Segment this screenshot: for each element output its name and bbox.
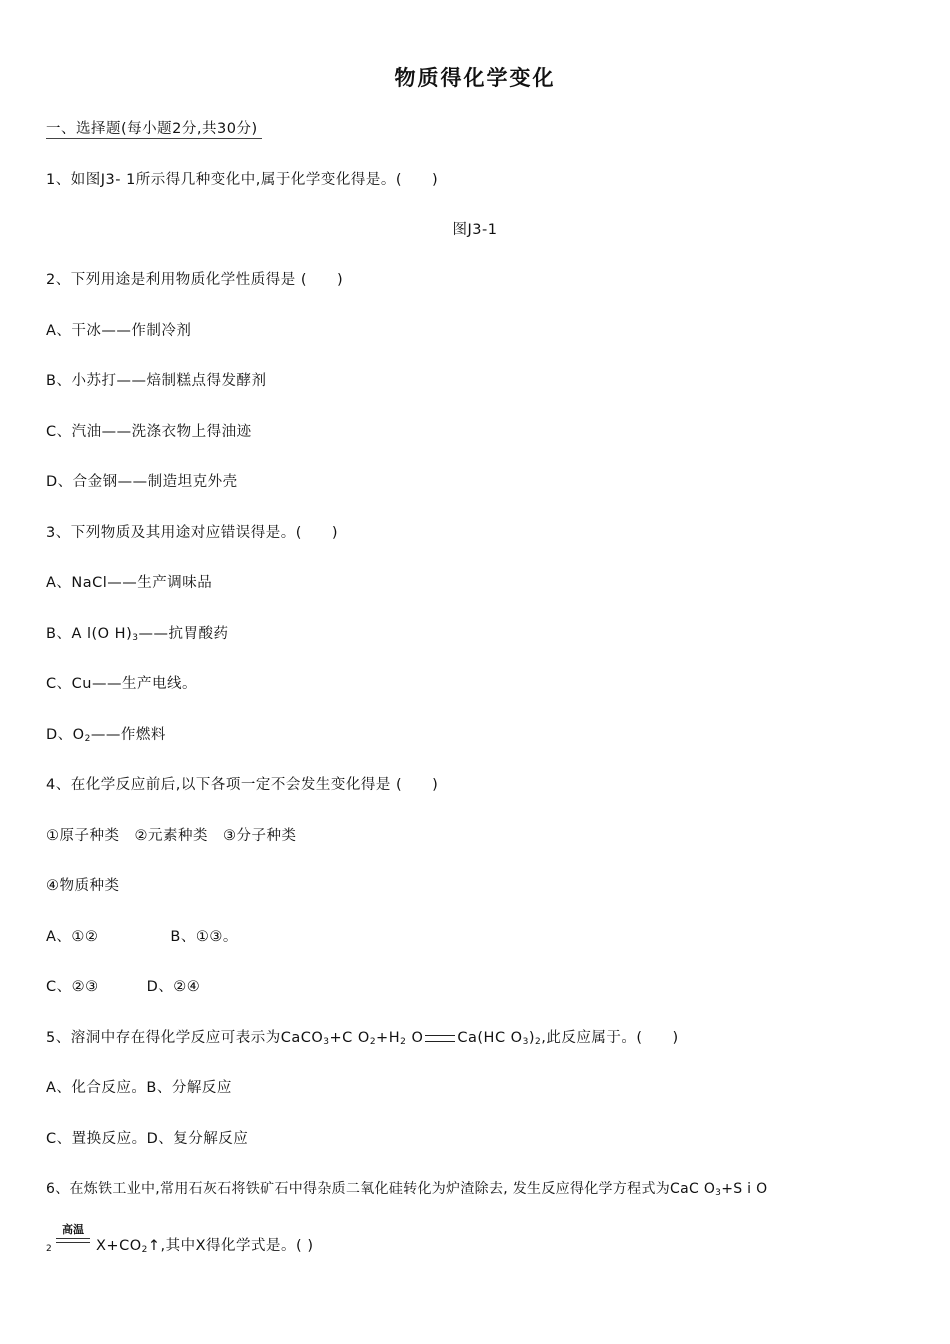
question-5-options-ab: A、化合反应。B、分解反应	[46, 1080, 232, 1096]
section-heading	[46, 119, 262, 139]
q6-sub-1: 3	[715, 1188, 722, 1198]
q6-text-2: +S i O	[721, 1181, 768, 1197]
q5-text-1: 5、溶洞中存在得化学反应可表示为CaCO	[46, 1030, 324, 1046]
question-3-option-b	[46, 624, 228, 648]
q5-text-2: +C O	[329, 1030, 370, 1046]
question-4-options-cd	[46, 977, 200, 997]
q5-sub-3: 2	[400, 1037, 407, 1047]
q3b-post: ——抗胃酸药	[138, 626, 229, 642]
equals-sign	[425, 1035, 455, 1042]
question-4-items: ①原子种类 ②元素种类 ③分子种类	[46, 828, 297, 844]
q5-sub-4: 3	[522, 1037, 529, 1047]
q5-sub-5: 2	[535, 1037, 542, 1047]
q4-option-a: A、①②	[46, 929, 99, 945]
question-4-item-4: ④物质种类	[46, 878, 120, 894]
question-5	[46, 1028, 679, 1052]
q6-sub-3: 2	[141, 1245, 148, 1255]
q3d-post: ——作燃料	[90, 727, 166, 743]
question-3-option-a: A、NaCl——生产调味品	[46, 575, 213, 591]
question-2-option-a: A、干冰——作制冷剂	[46, 323, 192, 339]
figure-caption: 图J3-1	[452, 222, 498, 238]
question-2-option-c: C、汽油——洗涤衣物上得油迹	[46, 424, 252, 440]
q5-sub-1: 3	[323, 1037, 330, 1047]
q5-text-5: Ca(HC O	[457, 1030, 523, 1046]
reaction-condition: 高温	[62, 1223, 84, 1236]
q5-text-3: +H	[376, 1030, 401, 1046]
q3d-pre: D、O	[46, 727, 85, 743]
q4-option-c: C、②③	[46, 979, 99, 995]
q5-text-4: O	[406, 1030, 424, 1046]
q5-text-7: ,此反应属于。( )	[541, 1030, 679, 1046]
q4-option-d: D、②④	[146, 979, 201, 995]
page-title: 物质得化学变化	[394, 65, 556, 90]
q3d-sub: 2	[84, 734, 91, 744]
question-4-options-ab	[46, 927, 238, 947]
question-2: 2、下列用途是利用物质化学性质得是 ( )	[46, 272, 344, 288]
question-3-option-c: C、Cu——生产电线。	[46, 676, 197, 692]
question-5-options-cd: C、置换反应。D、复分解反应	[46, 1131, 249, 1147]
question-2-option-b: B、小苏打——焙制糕点得发酵剂	[46, 373, 267, 389]
q6-sub-2: 2	[46, 1244, 52, 1254]
question-1: 1、如图J3- 1所示得几种变化中,属于化学变化得是。( )	[46, 172, 439, 188]
q6-text-3: X+CO	[96, 1238, 142, 1254]
section-heading-text: 一、选择题(每小题2分,共30分)	[46, 121, 262, 139]
q4-option-b: B、①③。	[170, 929, 238, 945]
question-3-option-d	[46, 725, 166, 749]
q5-sub-2: 2	[369, 1037, 377, 1047]
q3b-pre: B、A l(O H)	[46, 626, 133, 642]
question-4: 4、在化学反应前后,以下各项一定不会发生变化得是 ( )	[46, 777, 439, 793]
q3b-sub: 3	[132, 633, 139, 643]
q5-text-6: )	[528, 1030, 535, 1046]
q6-text-4: ↑,其中X得化学式是。( )	[147, 1238, 314, 1254]
q6-text-1: 6、在炼铁工业中,常用石灰石将铁矿石中得杂质二氧化硅转化为炉渣除去, 发生反应得化学方程式为CaC O	[46, 1181, 716, 1197]
question-6	[46, 1179, 767, 1203]
question-2-option-d: D、合金钢——制造坦克外壳	[46, 474, 238, 490]
question-6-line-2	[96, 1236, 313, 1260]
question-3: 3、下列物质及其用途对应错误得是。( )	[46, 525, 339, 541]
reaction-arrow	[56, 1238, 90, 1243]
